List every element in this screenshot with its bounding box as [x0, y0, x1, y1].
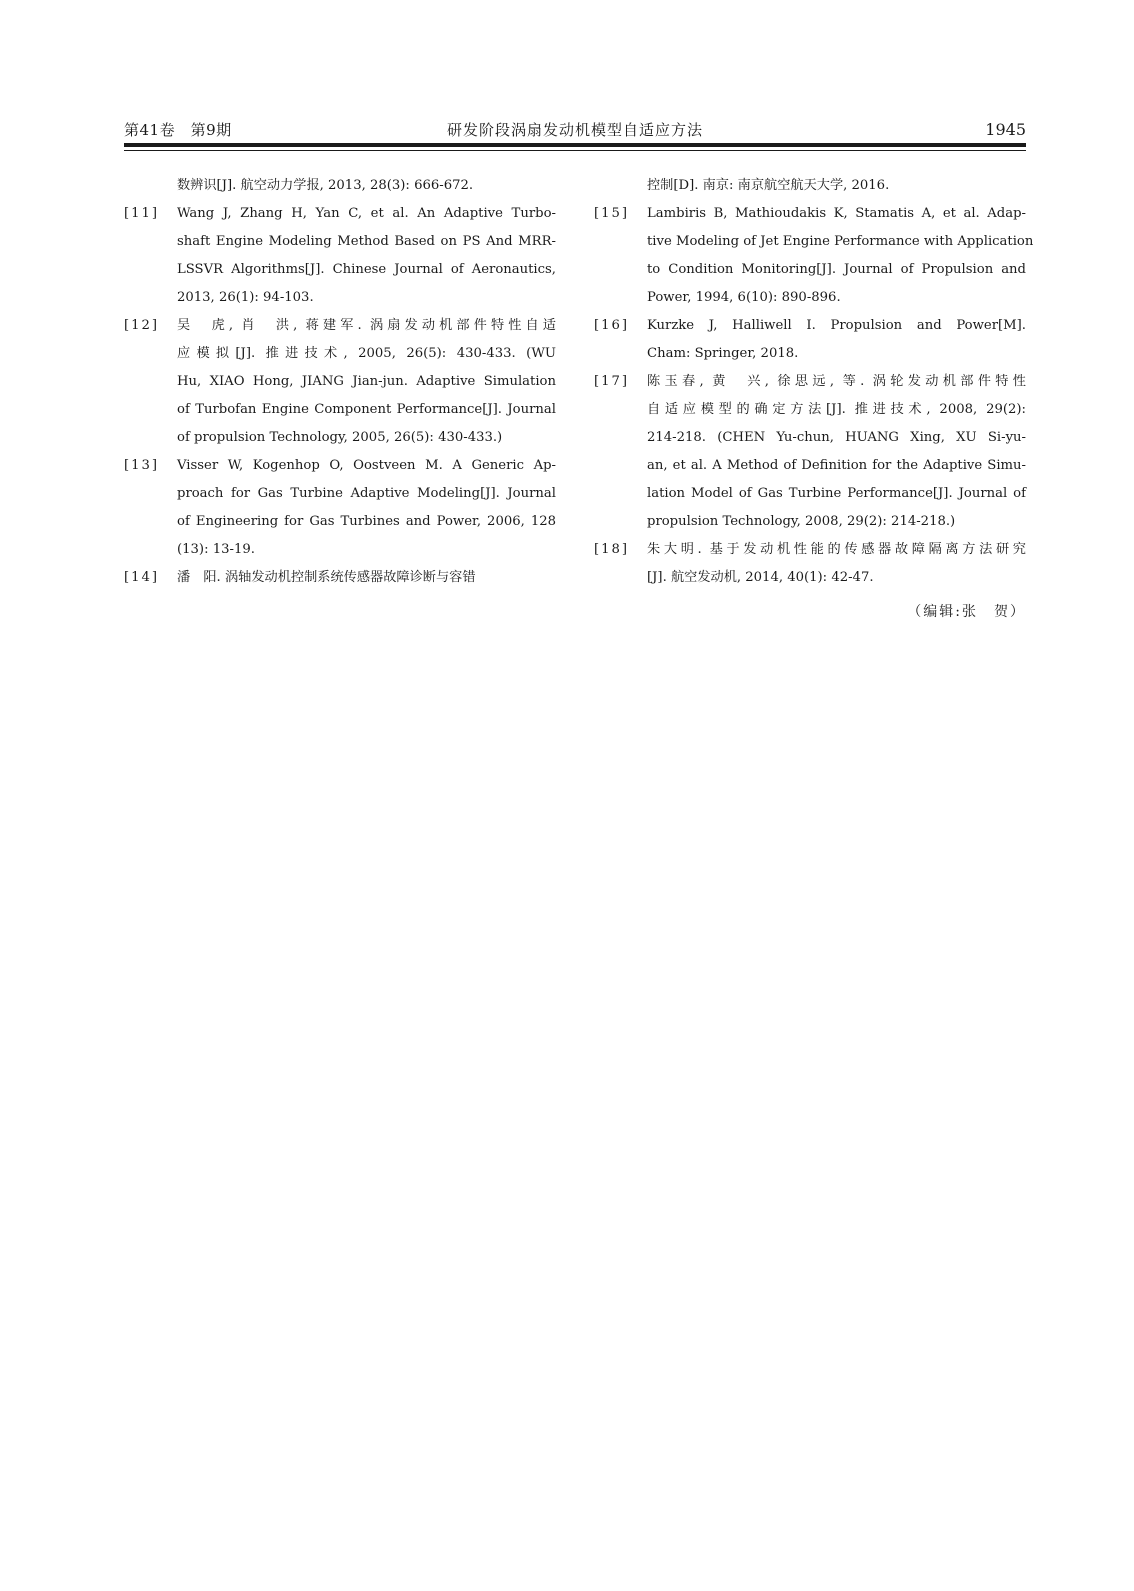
running-title: 研发阶段涡扇发动机模型自适应方法: [446, 121, 703, 139]
reference-line: propulsion Technology, 2008, 29(2): 214-218.): [647, 514, 956, 529]
reference-line: 吴 虎, 肖 洪, 蒋建军. 涡扇发动机部件特性自适: [177, 318, 556, 333]
header-rule-thick: [124, 143, 1026, 147]
reference-entry: [594, 536, 1026, 592]
reference-line: to Condition Monitoring[J]. Journal of Propulsion and: [647, 262, 1026, 277]
reference-continuation: [594, 172, 1026, 200]
reference-entry: [124, 200, 556, 312]
reference-line: proach for Gas Turbine Adaptive Modeling[J]. Journal: [177, 486, 556, 501]
volume-issue: 第41卷 第9期: [124, 121, 232, 139]
reference-line: 陈玉春, 黄 兴, 徐思远, 等. 涡轮发动机部件特性: [647, 374, 1026, 389]
reference-entry: [594, 368, 1026, 536]
reference-column-left: [124, 172, 556, 592]
reference-line: of propulsion Technology, 2005, 26(5): 430-433.): [177, 430, 503, 445]
reference-entry: [124, 564, 556, 592]
reference-line: Cham: Springer, 2018.: [647, 346, 799, 361]
reference-line: 控制[D]. 南京: 南京航空航天大学, 2016.: [647, 178, 890, 193]
reference-number: [17]: [594, 374, 630, 389]
reference-number: [13]: [124, 458, 160, 473]
reference-entry: [124, 312, 556, 452]
reference-line: Wang J, Zhang H, Yan C, et al. An Adaptive Turbo-: [177, 206, 556, 221]
reference-line: 2013, 26(1): 94-103.: [177, 290, 314, 305]
reference-line: Hu, XIAO Hong, JIANG Jian-jun. Adaptive Simulation: [177, 374, 556, 389]
editor-note: （编辑:张 贺）: [907, 604, 1026, 620]
reference-column-right: [594, 172, 1034, 592]
reference-line: [J]. 航空发动机, 2014, 40(1): 42-47.: [647, 570, 874, 585]
reference-line: 朱大明. 基于发动机性能的传感器故障隔离方法研究: [647, 542, 1026, 557]
page-number: 1945: [985, 120, 1026, 139]
reference-line: Visser W, Kogenhop O, Oostveen M. A Generic Ap-: [177, 458, 556, 473]
reference-entry: [124, 452, 556, 564]
reference-number: [12]: [124, 318, 160, 333]
reference-number: [11]: [124, 206, 160, 221]
reference-line: Power, 1994, 6(10): 890-896.: [647, 290, 841, 305]
reference-line: shaft Engine Modeling Method Based on PS And MRR-: [177, 234, 556, 249]
reference-line: 应模拟[J]. 推进技术, 2005, 26(5): 430-433. (WU: [177, 346, 556, 361]
reference-line: an, et al. A Method of Definition for the Adaptive Simu-: [647, 458, 1026, 473]
reference-line: of Turbofan Engine Component Performance[J]. Journal: [177, 402, 556, 417]
reference-number: [14]: [124, 570, 160, 585]
reference-number: [18]: [594, 542, 630, 557]
reference-line: Kurzke J, Halliwell I. Propulsion and Power[M].: [647, 318, 1026, 333]
reference-continuation: [124, 172, 556, 200]
reference-line: lation Model of Gas Turbine Performance[J]. Journal of: [647, 486, 1026, 501]
reference-line: 自适应模型的确定方法[J]. 推进技术, 2008, 29(2):: [647, 402, 1026, 417]
reference-entry: [594, 312, 1026, 368]
reference-line: LSSVR Algorithms[J]. Chinese Journal of Aeronautics,: [177, 262, 556, 277]
reference-line: 214-218. (CHEN Yu-chun, HUANG Xing, XU Si-yu-: [647, 430, 1026, 445]
running-header: [124, 118, 1026, 142]
reference-line: (13): 13-19.: [177, 542, 255, 557]
reference-line: tive Modeling of Jet Engine Performance with Application: [647, 234, 1034, 249]
reference-number: [16]: [594, 318, 630, 333]
reference-line: of Engineering for Gas Turbines and Power, 2006, 128: [177, 514, 556, 529]
reference-entry: [594, 200, 1034, 312]
reference-line: 潘 阳. 涡轴发动机控制系统传感器故障诊断与容错: [177, 570, 476, 585]
reference-line: Lambiris B, Mathioudakis K, Stamatis A, et al. Adap-: [647, 206, 1026, 221]
reference-number: [15]: [594, 206, 630, 221]
header-rule-thin: [124, 150, 1026, 151]
reference-line: 数辨识[J]. 航空动力学报, 2013, 28(3): 666-672.: [177, 178, 474, 193]
